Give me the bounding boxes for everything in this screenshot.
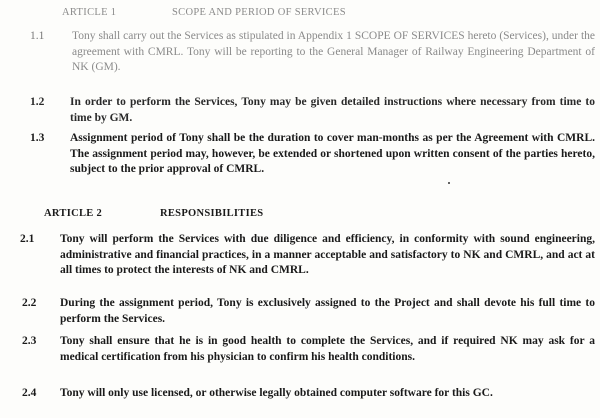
clause-2-1-text: Tony will perform the Services with due diligence and efficiency, in conformity with sound engineering, administrative and financial practices, in a manner acceptable and satisfactory to NK and CMRL, and act at all times to protect the interests of NK and CMRL. [60,233,595,276]
clause-1-2-text: In order to perform the Services, Tony may be given detailed instructions where necessary from time to time by GM. [70,96,595,124]
article-1-title: SCOPE AND PERIOD OF SERVICES [172,7,346,18]
clause-2-1 [20,232,595,296]
clause-2-4-text: Tony will only use licensed, or otherwise legally obtained computer software for this GC. [60,387,493,399]
clause-2-3-number: 2.3 [22,335,37,347]
clause-2-2-text: During the assignment period, Tony is exclusively assigned to the Project and shall devote his full time to perform the Services. [60,297,595,325]
clause-1-1-number: 1.1 [30,30,45,42]
clause-2-2-number: 2.2 [22,297,37,309]
clause-2-1-number: 2.1 [20,233,35,245]
clause-1-3 [30,131,595,195]
clause-2-3 [22,334,595,384]
clause-1-3-number: 1.3 [30,132,45,144]
ink-speck [448,182,450,184]
article-1-number: ARTICLE 1 [62,7,117,18]
clause-1-2-number: 1.2 [30,96,45,108]
clause-2-2 [22,296,595,330]
article-1-heading [62,7,482,21]
clause-2-4 [22,386,595,418]
clause-2-3-text: Tony shall ensure that he is in good health to complete the Services, and if required NK may ask for a medical certification from his physician to confirm his health conditions. [60,335,595,363]
article-2-number: ARTICLE 2 [44,208,103,219]
clause-2-4-number: 2.4 [22,387,37,399]
article-2-heading [44,208,464,222]
clause-1-1-text: Tony shall carry out the Services as stipulated in Appendix 1 SCOPE OF SERVICES hereto (Services), under the agreement with CMRL. Tony will be reporting to the General Manager of Railway Engineering Department of NK (GM). [72,30,595,73]
clause-1-3-text: Assignment period of Tony shall be the duration to cover man-months as per the Agreement with CMRL. The assignment period may, however, be extended or shortened upon written consent of the parties hereto, subject to the prior approval of CMRL. [70,132,595,175]
article-2-title: RESPONSIBILITIES [160,208,264,219]
clause-1-1 [30,29,595,93]
clause-1-2 [30,95,595,129]
